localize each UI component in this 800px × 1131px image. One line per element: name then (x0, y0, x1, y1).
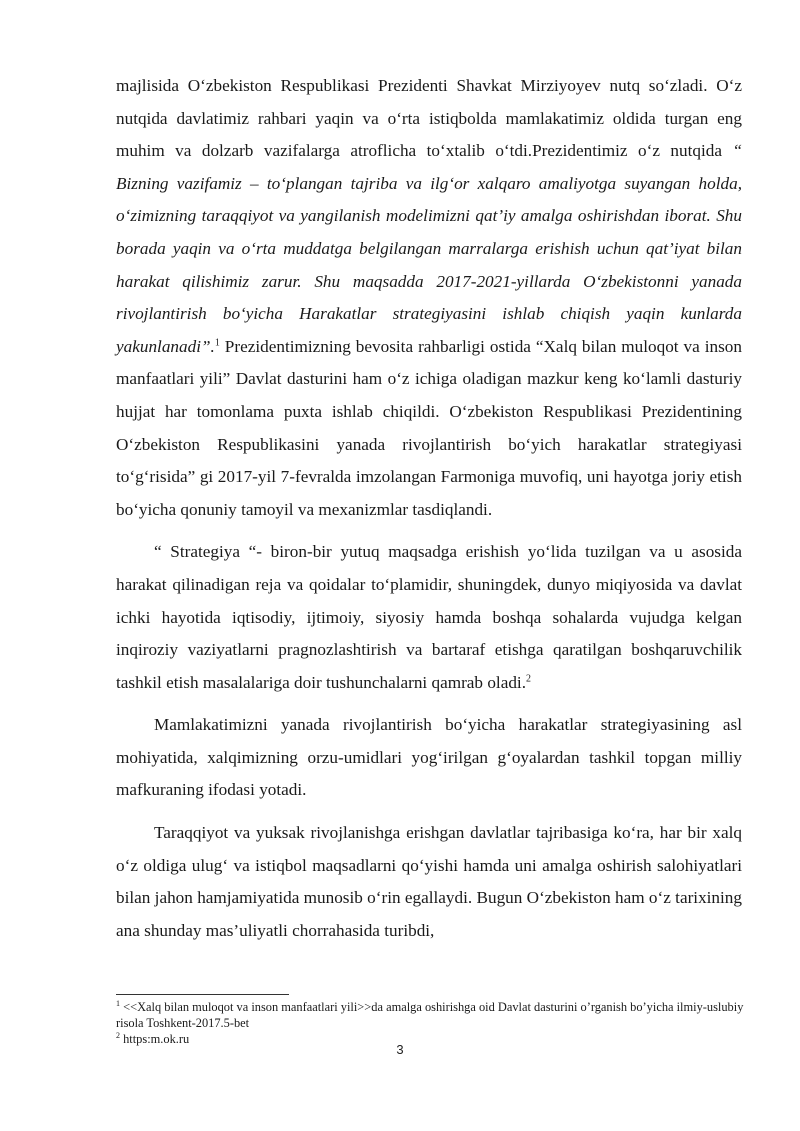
footnote-ref-1[interactable]: 1 (214, 337, 220, 349)
footnote-1 (116, 999, 746, 1031)
paragraph-1 (116, 70, 742, 526)
paragraph-1-intro: majlisida O‘zbekiston Respublikasi Prezidenti Shavkat Mirziyoyev nutq so‘zladi. O‘z nutqida davlatimiz rahbari yaqin va o‘rta istiqbolda mamlakatimiz oldida turgan eng muhim va dolzarb vazifalarga atroflicha to‘xtalib o‘tdi.Prezidentimiz o‘z nutqida (116, 76, 742, 161)
footnote-mark-2: 2 (116, 1030, 120, 1040)
body-text (116, 70, 742, 947)
footnote-divider (116, 994, 289, 995)
paragraph-4: Taraqqiyot va yuksak rivojlanishga erishgan davlatlar tajribasiga ko‘ra, har bir xalq o‘z oldiga ulug‘ va istiqbol maqsadlarni qo‘yishi hamda uni amalga oshirish salohiyatlari bilan jahon hamjamiyatida munosib o‘rin egallaydi. Bugun O‘zbekiston ham o‘z tarixining ana shunday mas’uliyatli chorrahasida turibdi, (116, 823, 742, 940)
footnote-1-text: <<Xalq bilan muloqot va inson manfaatlari yili>>da amalga oshirishga oid Davlat dasturini o’rganish bo’yicha ilmiy-uslubiy risola Toshkent-2017.5-bet (116, 1000, 744, 1030)
footnote-mark-1: 1 (116, 998, 120, 1008)
footnotes (116, 999, 746, 1047)
footnote-2-link[interactable]: https:m.ok.ru (120, 1032, 190, 1046)
page-number: 3 (396, 1042, 404, 1057)
paragraph-2-text: “ Strategiya “- biron-bir yutuq maqsadga erishish yo‘lida tuzilgan va u asosida harakat qilinadigan reja va qoidalar to‘plamidir, shuningdek, dunyo miqiyosida va davlat ichki hayotida iqtisodiy, ijtimoiy, siyosiy hamda boshqa sohalarda vujudga kelgan inqiroziy vaziyatlarni pragnozlashtirish va bartaraf etishga qaratilgan boshqaruvchilik tashkil etish masalalariga doir tushunchalarni qamrab oladi. (116, 542, 742, 692)
paragraph-1-rest: Prezidentimizning bevosita rahbarligi ostida “Xalq bilan muloqot va inson manfaatlari yili” Davlat dasturini ham o‘z ichiga oladigan mazkur keng ko‘lamli dasturiy hujjat har tomonlama puxta ishlab chiqildi. O‘zbekiston Respublikasi Prezidentining O‘zbekiston Respublikasini yanada rivojlantirish bo‘yich harakatlar strategiyasi to‘g‘risida” gi 2017-yil 7-fevralda imzolangan Farmoniga muvofiq, uni hayotga joriy etish bo‘yicha qonuniy tamoyil va mexanizmlar tasdiqlandi. (116, 336, 742, 519)
paragraph-3: Mamlakatimizni yanada rivojlantirish bo‘yicha harakatlar strategiyasining asl mohiyatida, xalqimizning orzu-umidlari yog‘irilgan g‘oyalardan tashkil topgan milliy mafkuraning ifodasi yotadi. (116, 715, 742, 800)
president-quote: “ Bizning vazifamiz – to‘plangan tajriba va ilg‘or xalqaro amaliyotga suyangan holda, o‘zimizning taraqqiyot va yangilanish modelimizni qat’iy amalga oshirishdan iborat. Shu borada yaqin va o‘rta muddatga belgilangan marralarga erishish uchun qat’iyat bilan harakat qilishimiz zarur. Shu maqsadda 2017-2021-yillarda O‘zbekistonni yanada rivojlantirish bo‘yicha Harakatlar strategiyasini ishlab chiqish yaqin kunlarda yakunlanadi”. (116, 141, 742, 356)
paragraph-2 (116, 536, 742, 699)
footnote-ref-2[interactable]: 2 (526, 672, 531, 684)
